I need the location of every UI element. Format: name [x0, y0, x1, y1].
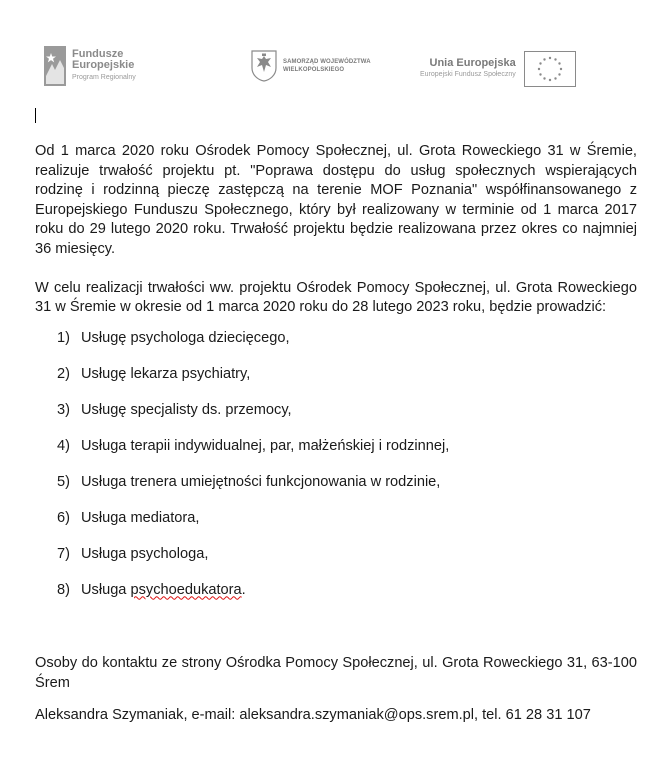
list-item-number: 5) [57, 473, 70, 490]
list-item-label: Usługę psychologa dziecięcego, [81, 329, 290, 346]
samorzad-wielkopolski-logo [251, 50, 371, 82]
list-item-number: 3) [57, 401, 70, 418]
eu-stars-flag-icon [524, 51, 576, 87]
list-item-number: 7) [57, 545, 70, 562]
star-flag-icon [44, 46, 66, 86]
list-item-number: 1) [57, 329, 70, 346]
list-item-number: 2) [57, 365, 70, 382]
ue-logo-line1: Unia Europejska [429, 57, 516, 69]
list-item-label [79, 581, 246, 601]
list-item-label: Usługa trenera umiejętności funkcjonowania w rodzinie, [81, 473, 441, 490]
fundusze-europejskie-logo [44, 46, 136, 86]
fe-logo-line3: Program Regionalny [72, 74, 136, 81]
list-item [35, 545, 637, 565]
fe-logo-line2: Europejskie [72, 59, 135, 71]
list-item-label: Usługa mediatora, [81, 509, 200, 526]
list-item [35, 329, 637, 349]
document-body [35, 142, 637, 617]
list-item [35, 581, 637, 601]
list-item-number: 4) [57, 437, 70, 454]
list-item [35, 437, 637, 457]
list-item-label: Usługa terapii indywidualnej, par, małżeńskiej i rodzinnej, [81, 437, 450, 454]
contact-intro: Osoby do kontaktu ze strony Ośrodka Pomocy Społecznej, ul. Grota Roweckiego 31, 63-100 Śrem [35, 655, 637, 691]
contact-person-line: Aleksandra Szymaniak, e-mail: aleksandra.szymaniak@ops.srem.pl, tel. 61 28 31 107 [35, 707, 591, 723]
list-item-number: 8) [57, 581, 70, 598]
wlkp-logo-line1: SAMORZĄD WOJEWÓDZTWA [283, 59, 371, 65]
list-item [35, 365, 637, 385]
list-item-label: Usługę lekarza psychiatry, [81, 365, 251, 382]
ue-logo-line2: Europejski Fundusz Społeczny [420, 71, 516, 78]
list-item [35, 401, 637, 421]
list-item-number: 6) [57, 509, 70, 526]
logo-header [0, 0, 671, 100]
services-intro-paragraph: W celu realizacji trwałości ww. projektu Ośrodek Pomocy Społecznej, ul. Grota Roweckiego 31 w Śremie w okresie od 1 marca 2020 roku do 28 lutego 2023 roku, będzie prowadzić: [35, 279, 637, 315]
list-item-label: Usługa psychologa, [81, 545, 209, 562]
wlkp-logo-line2: WIELKOPOLSKIEGO [283, 67, 345, 73]
list-item [35, 509, 637, 529]
spellcheck-flagged-word[interactable]: psychoedukatora [130, 581, 242, 598]
list-item-label-suffix: . [241, 581, 246, 598]
coat-of-arms-eagle-icon [251, 50, 277, 82]
services-list [35, 329, 637, 601]
unia-europejska-logo [420, 51, 576, 87]
project-paragraph: Od 1 marca 2020 roku Ośrodek Pomocy Społecznej, ul. Grota Roweckiego 31 w Śremie, realizuje trwałość projektu pt. "Poprawa dostępu do usług społecznych wspierających rodzinę i rodzinną pieczę zastępczą na terenie MOF Poznania" współfinansowanego z Europejskiego Funduszu Społecznego, który był realizowany w terminie od 1 marca 2017 roku do 29 lutego 2020 roku. Trwałość projektu będzie realizowana przez okres co najmniej 36 miesięcy. [35, 143, 637, 257]
list-item-label: Usługę specjalisty ds. przemocy, [81, 401, 292, 418]
list-item [35, 473, 637, 493]
fe-logo-line1: Fundusze [72, 48, 124, 60]
text-cursor [35, 108, 36, 123]
list-item-label-prefix: Usługa [81, 581, 131, 598]
